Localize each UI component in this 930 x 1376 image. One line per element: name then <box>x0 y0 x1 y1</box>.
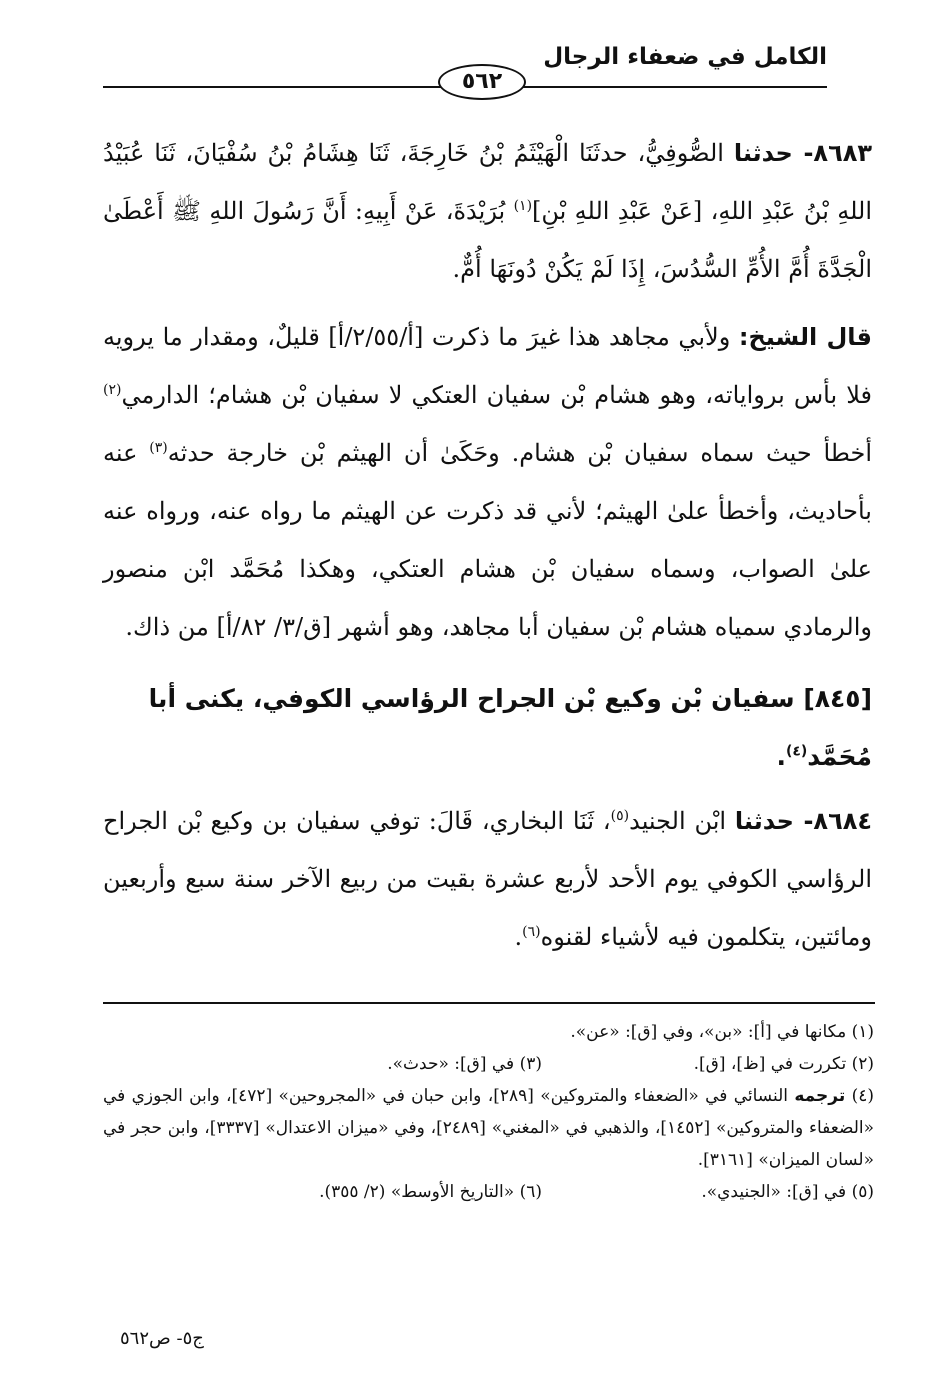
shaykh-label: قال الشيخ: <box>738 323 873 351</box>
hadith-text-cont: بُرَيْدَةَ، عَنْ أَبِيهِ: أَنَّ رَسُولَ اللهِ ﷺ أَعْطَىٰ الْجَدَّةَ أُمَّ الأُمِّ السُّدُسَ، إِذَا لَمْ يَكُنْ دُونَهَا أُمٌّ. <box>103 197 872 283</box>
footnote-4-label: (٤) <box>851 1086 874 1106</box>
footnote-rule <box>103 1002 875 1004</box>
comment-text-2: أخطأ حيث سماه سفيان بْن هشام. وحَكَىٰ أن الهيثم بْن خارجة حدثه <box>167 439 872 467</box>
hadith-number-2: ٨٦٨٤- حدثنا <box>734 807 873 835</box>
hadith-text: الصُّوفِيُّ، حدثَنَا الْهَيْثَمُ بْنُ خَارِجَةَ، ثَنَا هِشَامُ بْنُ سُفْيَانَ، ثَنَا عُبَيْدُ اللهِ بْنُ عَبْدِ اللهِ، [عَنْ عَبْدِ اللهِ بْنِ] <box>103 139 873 225</box>
footnote-ref-3: (٣) <box>149 440 168 456</box>
hadith-8684 <box>103 792 872 966</box>
running-title: الكامل في ضعفاء الرجال <box>543 44 827 70</box>
footnote-6: (٦) «التاريخ الأوسط» (٢/ ٣٥٥). <box>319 1182 542 1202</box>
footnote-3: (٣) في [ق]: «حدث». <box>387 1054 542 1074</box>
footnote-row-2-3 <box>103 1048 874 1080</box>
footnote-row-5-6 <box>103 1176 874 1208</box>
footnote-ref-6: (٦) <box>522 924 541 940</box>
heading-end: . <box>776 742 786 771</box>
footnote-ref-1: (١) <box>513 198 533 214</box>
footnote-2: (٢) تكررت في [ظ]، [ق]. <box>693 1054 874 1074</box>
footnote-ref-4: (٤) <box>785 743 808 760</box>
entry-heading-text: [٨٤٥] سفيان بْن وكيع بْن الجراح الرؤاسي الكوفي، يكنى أبا مُحَمَّد <box>148 684 872 771</box>
hadith-number: ٨٦٨٣- حدثنا <box>733 139 873 167</box>
hadith-text-2: ابْن الجنيد <box>629 807 735 835</box>
hadith-8683 <box>103 124 872 298</box>
main-text <box>103 124 872 976</box>
footnote-1: (١) مكانها في [أ]: «بن»، وفي [ق]: «عن». <box>570 1022 874 1042</box>
comment-text-3: عنه بأحاديث، وأخطأ علىٰ الهيثم؛ لأني قد ذكرت عن الهيثم ما رواه عنه، ورواه عنه علىٰ الصواب، وسماه سفيان بْن هشام العتكي، وهكذا مُحَمَّد ابْن منصور والرمادي سمياه هشام بْن سفيان أبا مجاهد، وهو أشهر [ق/٣/ ٨٢/أ] من ذاك. <box>103 439 872 641</box>
comment-text: ولأبي مجاهد هذا غيرَ ما ذكرت [أ/٢/٥٥/أ] قليلٌ، ومقدار ما يرويه فلا بأس برواياته، وهو هشام بْن سفيان العتكي لا سفيان بْن هشام؛ الدارمي <box>103 323 872 409</box>
footnote-4-lead: ترجمه <box>794 1086 846 1106</box>
hadith-text-2-cont: ، ثَنَا البخاري، قَالَ: توفي سفيان بن وكيع بْن الجراح الرؤاسي الكوفي يوم الأحد لأربع عشرة بقيت من ربيع الآخر سنة سبع وأربعين ومائتين، يتكلمون فيه لأشياء لقنوه <box>103 807 872 951</box>
hadith-end: . <box>514 923 523 951</box>
footnote-4 <box>103 1080 874 1176</box>
footnotes <box>103 1016 874 1208</box>
footnote-5: (٥) في [ق]: «الجنيدي». <box>701 1182 874 1202</box>
footnote-ref-5: (٥) <box>610 808 630 824</box>
footnote-4-text: النسائي في «الضعفاء والمتروكين» [٢٨٩]، وابن حبان في «المجروحين» [٤٧٢]، وابن الجوزي في «الضعفاء والمتروكين» [١٤٥٢]، والذهبي في «المغني» [٢٤٨٩]، وفي «ميزان الاعتدال» [٣٣٣٧]، وابن حجر في «لسان الميزان» [٣١٦١]. <box>103 1086 875 1170</box>
volume-page-marker: ج٥- ص٥٦٢ <box>120 1328 204 1349</box>
shaykh-comment <box>103 308 872 656</box>
entry-heading-845 <box>103 670 872 786</box>
page-number-oval: ٥٦٢ <box>438 64 526 100</box>
footnote-ref-2: (٢) <box>103 382 122 398</box>
